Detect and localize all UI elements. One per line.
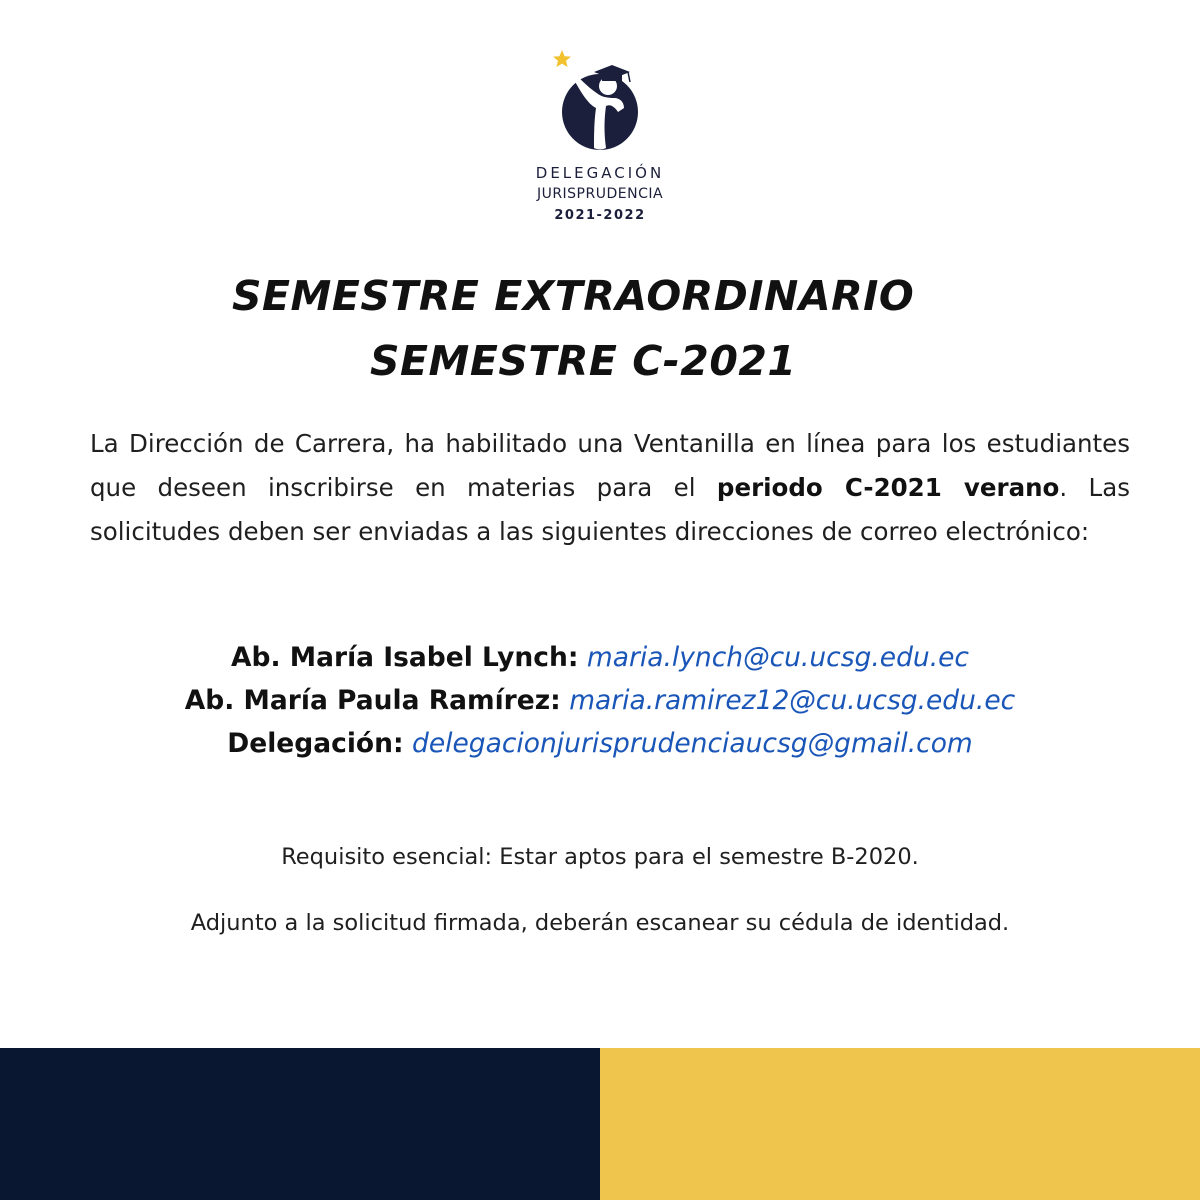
contact-email-link[interactable]: delegacionjurisprudenciaucsg@gmail.com [412,728,973,759]
delegacion-logo [520,40,680,230]
footer-navy-block [0,1048,600,1200]
contact-name: Ab. María Isabel Lynch: [231,642,579,673]
graduate-reaching-star-icon [550,46,650,164]
announcement-text-end: . Las solicitudes deben ser enviadas a las siguientes direcciones de correo electrónico: [90,473,1130,546]
announcement-period: periodo C-2021 verano [716,473,1060,502]
contact-row [0,679,1200,722]
announcement-paragraph [90,422,1130,554]
logo-title: DELEGACIÓN [535,164,665,182]
contact-name: Delegación: [227,728,404,759]
contact-row [0,636,1200,679]
contact-list [0,636,1200,765]
semester-title: SEMESTRE C-2021 [370,337,797,385]
contact-row [0,722,1200,765]
attachment-note: Adjunto a la solicitud firmada, deberán escanear su cédula de identidad. [190,910,1010,936]
footer-gold-block [600,1048,1200,1200]
logo-subtitle: JURISPRUDENCIA [536,186,664,202]
announcement-text-start: La Dirección de Carrera, ha habilitado una Ventanilla en línea para los estudiantes que deseen inscribirse en materias para el [90,429,1130,502]
contact-email-link[interactable]: maria.ramirez12@cu.ucsg.edu.ec [569,685,1016,716]
contact-name: Ab. María Paula Ramírez: [184,685,561,716]
logo-years: 2021-2022 [554,208,646,223]
requirement-note: Requisito esencial: Estar aptos para el semestre B-2020. [281,844,919,870]
contact-email-link[interactable]: maria.lynch@cu.ucsg.edu.ec [586,642,969,673]
main-title: SEMESTRE EXTRAORDINARIO [232,272,915,320]
